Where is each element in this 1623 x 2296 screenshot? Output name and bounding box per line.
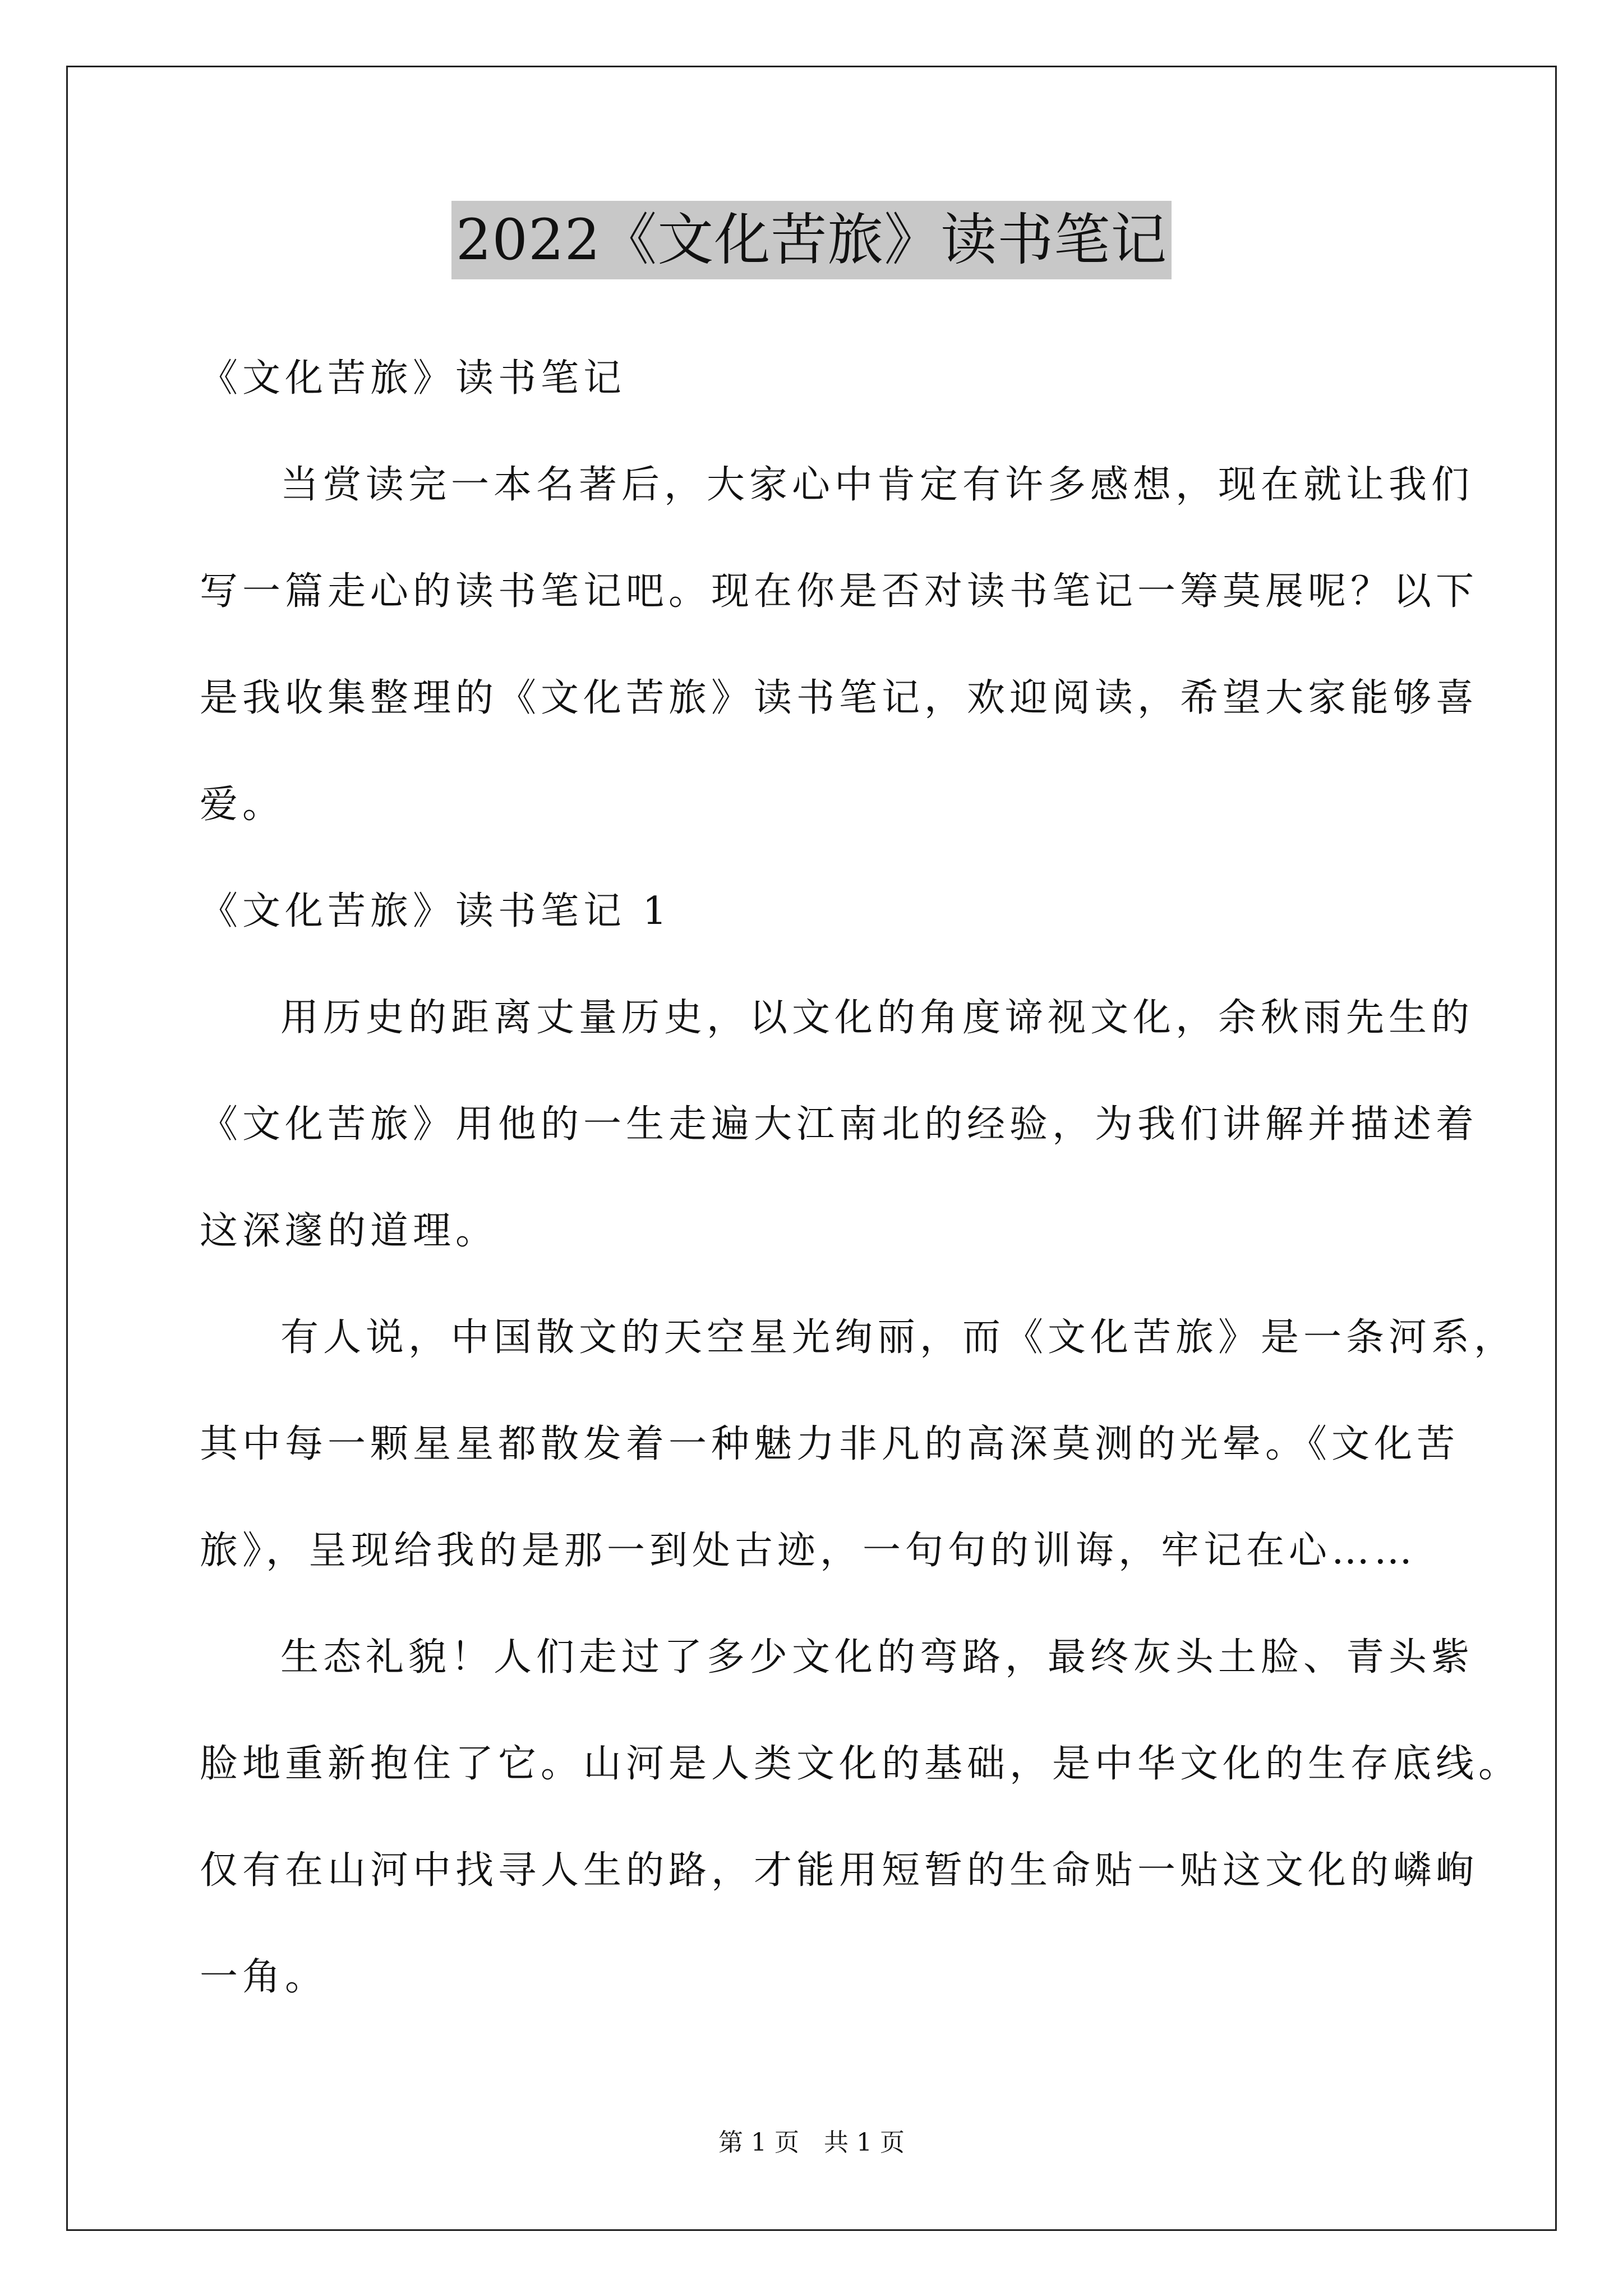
body-line: 这深邃的道理。: [200, 1209, 499, 1253]
body-line: 《文化苦旅》用他的一生走遍大江南北的经验，为我们讲解并描述着: [200, 1102, 1479, 1147]
body-line: 有人说，中国散文的天空星光绚丽，而《文化苦旅》是一条河系，: [280, 1315, 1517, 1360]
body-line: 是我收集整理的《文化苦旅》读书笔记，欢迎阅读，希望大家能够喜: [200, 676, 1479, 720]
body-line: 旅》，呈现给我的是那一到处古迹，一句句的训诲，牢记在心……: [200, 1529, 1417, 1573]
body-line: 生态礼貌！人们走过了多少文化的弯路，最终灰头土脸、青头紫: [280, 1635, 1474, 1680]
body-line: 脸地重新抱住了它。山河是人类文化的基础，是中华文化的生存底线。: [200, 1742, 1521, 1786]
body-line: 用历史的距离丈量历史，以文化的角度谛视文化，余秋雨先生的: [280, 996, 1474, 1040]
body-line: 爱。: [200, 783, 285, 827]
page-footer: 第 1 页 共 1 页: [718, 2128, 905, 2157]
body-line: 仅有在山河中找寻人生的路，才能用短暂的生命贴一贴这文化的嶙峋: [200, 1848, 1479, 1893]
body-line: 其中每一颗星星都散发着一种魅力非凡的高深莫测的光晕。《文化苦: [200, 1422, 1460, 1466]
document-title: 2022《文化苦旅》读书笔记: [451, 201, 1172, 279]
body-line: 当赏读完一本名著后，大家心中肯定有许多感想，现在就让我们: [280, 463, 1474, 507]
body-line: 写一篇走心的读书笔记吧。现在你是否对读书笔记一筹莫展呢？以下: [200, 569, 1479, 614]
title-container: [0, 201, 1623, 279]
body-line: 一角。: [200, 1955, 328, 1999]
section-heading: 《文化苦旅》读书笔记 1: [200, 889, 671, 933]
intro-heading: 《文化苦旅》读书笔记: [200, 356, 626, 401]
